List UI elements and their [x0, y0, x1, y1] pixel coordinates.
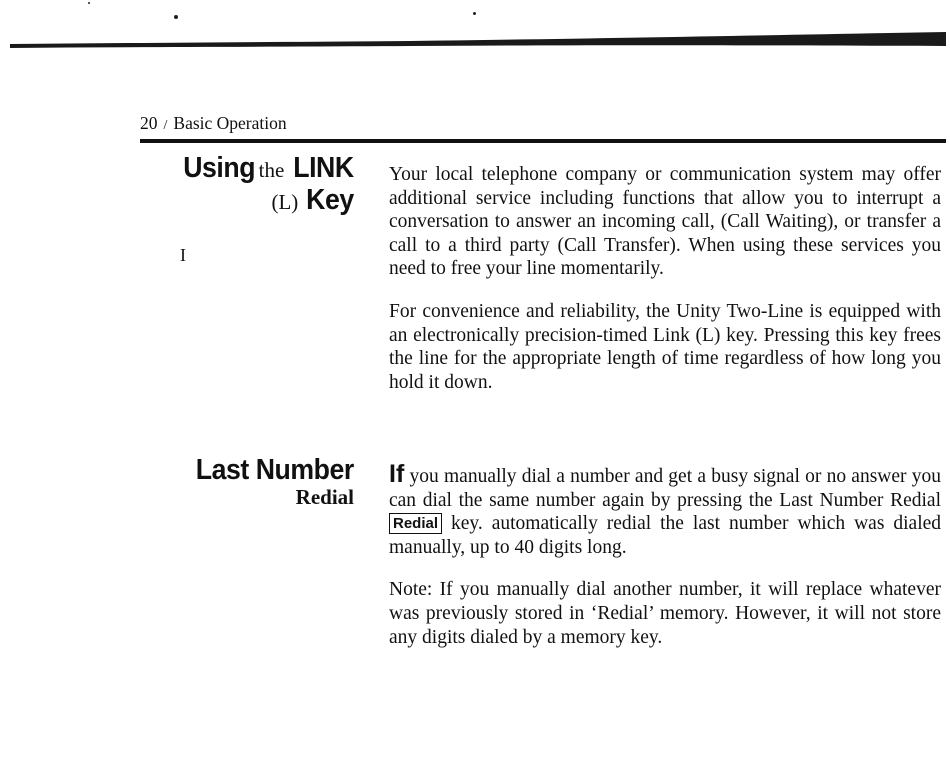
- last-number-redial-body: [389, 460, 942, 668]
- scan-speck: [174, 15, 178, 19]
- stray-mark: I: [180, 245, 186, 265]
- heading-word: (L): [271, 190, 299, 215]
- heading-word: Key: [306, 184, 354, 217]
- paragraph-text: key. automatically redial the last number which was dialed manually, up to 40 digits long.: [389, 513, 942, 558]
- link-key-heading: [177, 152, 354, 217]
- header-separator: /: [163, 118, 168, 133]
- body-paragraph: Note: If you manually dial another number, it will replace whatever was previously stored in ‘Redial’ memory. However, it will not store any digits dialed by a memory key.: [389, 579, 941, 648]
- link-key-body: [389, 163, 941, 413]
- scan-speck: [88, 2, 90, 4]
- page-number: 20: [140, 113, 158, 133]
- scan-artifact-bar: [10, 30, 946, 50]
- heading-word: Using: [182, 152, 255, 184]
- heading-word: Last Number: [195, 454, 354, 486]
- scan-speck: [473, 12, 476, 15]
- heading-word: LINK: [293, 152, 354, 184]
- body-paragraph: Your local telephone company or communication system may offer additional service including functions that allow you to interrupt a conversation to answer an incoming call, (Call Waiting), or transfer a call to a third party (Call Transfer). When using these services you need to free your line momentarily.: [389, 164, 941, 280]
- body-paragraph: For convenience and reliability, the Unity Two-Line is equipped with an electronically precision-timed Link (L) key. Pressing this key frees the line for the appropriate length of time regardless of how long you hold it down.: [389, 300, 941, 393]
- section-title: Basic Operation: [173, 113, 287, 133]
- running-head: [140, 113, 287, 134]
- last-number-redial-heading: [182, 454, 354, 510]
- heading-word: Redial: [295, 485, 354, 510]
- heading-line-1: [177, 152, 354, 184]
- body-paragraph: [389, 460, 942, 559]
- header-rule: [140, 139, 946, 143]
- paragraph-text: you manually dial a number and get a busy signal or no answer you can dial the same number again by pressing the Last Number Redial: [389, 466, 942, 511]
- heading-line-2: [177, 184, 354, 216]
- redial-key-label: Redial: [389, 513, 442, 534]
- heading-word: the: [258, 158, 285, 182]
- drop-cap: If: [389, 460, 405, 488]
